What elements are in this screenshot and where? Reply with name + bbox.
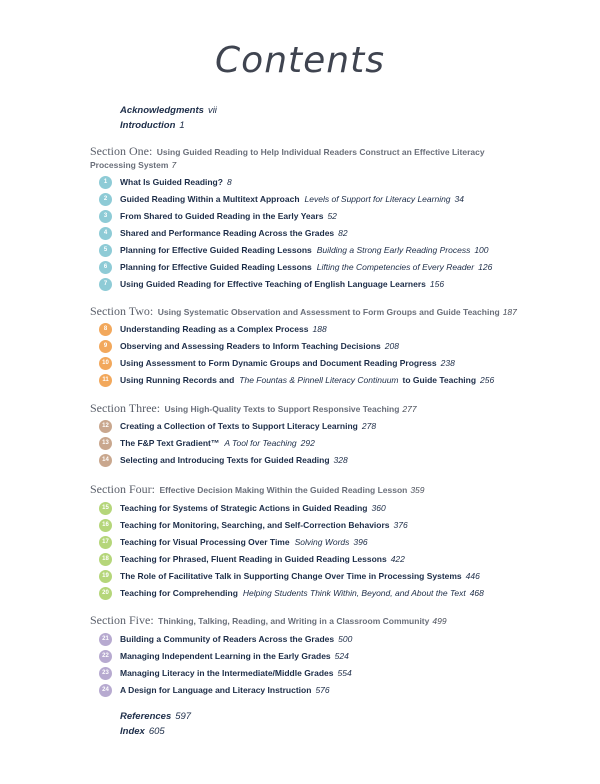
chapter-entry[interactable] <box>99 501 386 515</box>
chapter-page: 278 <box>361 421 377 431</box>
chapter-number-badge: 4 <box>99 227 112 240</box>
chapter-page: 238 <box>440 358 455 368</box>
section-heading[interactable] <box>90 145 530 171</box>
chapter-subtitle: Helping Students Think Within, Beyond, and About the Text <box>242 588 466 598</box>
chapter-subtitle: Solving Words <box>294 537 350 547</box>
chapter-entry[interactable] <box>99 226 348 240</box>
section-description: Using Guided Reading to Help Individual Readers Construct an Effective Literacy Processing System <box>90 147 485 170</box>
chapter-number-badge: 1 <box>99 176 112 189</box>
chapter-page: 126 <box>478 262 493 272</box>
chapter-entry[interactable] <box>99 552 405 566</box>
chapter-subtitle: The Fountas & Pinnell Literacy Continuum <box>239 375 399 385</box>
chapter-entry[interactable] <box>99 535 368 549</box>
chapter-title: Using Running Records and <box>120 375 235 385</box>
chapter-page: 422 <box>390 554 405 564</box>
chapter-title: Shared and Performance Reading Across the Grades <box>120 228 335 238</box>
section-description: Effective Decision Making Within the Guided Reading Lesson <box>159 485 408 495</box>
chapter-page: 524 <box>334 651 349 661</box>
page-title: Contents <box>215 40 385 81</box>
chapter-number-badge: 3 <box>99 210 112 223</box>
chapter-title: Observing and Assessing Readers to Inform Teaching Decisions <box>120 341 381 351</box>
chapter-subtitle: Lifting the Competencies of Every Reader <box>316 262 475 272</box>
chapter-number-badge: 2 <box>99 193 112 206</box>
chapter-title: Using Guided Reading for Effective Teaching of English Language Learners <box>120 279 426 289</box>
toc-entry-index[interactable] <box>120 726 165 737</box>
section-page: 499 <box>432 616 447 626</box>
chapter-title: Managing Literacy in the Intermediate/Middle Grades <box>120 668 334 678</box>
chapter-number-badge: 5 <box>99 244 112 257</box>
toc-entry-introduction[interactable] <box>120 120 185 131</box>
chapter-entry[interactable] <box>99 277 444 291</box>
chapter-title: What Is Guided Reading? <box>120 177 223 187</box>
section-label: Section Five: <box>90 613 154 627</box>
toc-entry-acknowledgments[interactable] <box>120 105 217 116</box>
entry-page: 1 <box>179 120 185 131</box>
chapter-number-badge: 11 <box>99 374 112 387</box>
chapter-page: 208 <box>384 341 399 351</box>
section-label: Section Two: <box>90 304 154 318</box>
chapter-page: 396 <box>353 537 368 547</box>
toc-entry-references[interactable] <box>120 711 191 722</box>
chapter-title: Understanding Reading as a Complex Process <box>120 324 309 334</box>
chapter-entry[interactable] <box>99 632 352 646</box>
chapter-entry[interactable] <box>99 569 480 583</box>
entry-label: Acknowledgments <box>120 105 204 116</box>
chapter-entry[interactable] <box>99 666 352 680</box>
chapter-title: Teaching for Visual Processing Over Time <box>120 537 290 547</box>
chapter-entry[interactable] <box>99 586 484 600</box>
chapter-subtitle: Building a Strong Early Reading Process <box>316 245 471 255</box>
chapter-page: 468 <box>469 588 484 598</box>
chapter-page: 82 <box>338 228 348 238</box>
entry-label: References <box>120 711 172 722</box>
chapter-page: 188 <box>312 324 327 334</box>
chapter-subtitle: Levels of Support for Literacy Learning <box>304 194 451 204</box>
section-description: Thinking, Talking, Reading, and Writing in a Classroom Community <box>158 616 430 626</box>
chapter-title: Managing Independent Learning in the Early Grades <box>120 651 331 661</box>
chapter-number-badge: 14 <box>99 454 112 467</box>
chapter-number-badge: 10 <box>99 357 112 370</box>
chapter-title: Teaching for Monitoring, Searching, and Self-Correction Behaviors <box>120 520 390 530</box>
section-label: Section One: <box>90 144 153 158</box>
chapter-entry[interactable] <box>99 649 349 663</box>
chapter-entry[interactable] <box>99 209 337 223</box>
chapter-entry[interactable] <box>99 373 494 387</box>
chapter-page: 292 <box>300 438 315 448</box>
section-page: 7 <box>171 160 177 170</box>
chapter-number-badge: 8 <box>99 323 112 336</box>
entry-page: 597 <box>175 711 192 722</box>
chapter-title: Teaching for Comprehending <box>120 588 238 598</box>
chapter-page: 446 <box>465 571 480 581</box>
chapter-entry[interactable] <box>99 322 327 336</box>
chapter-title: Guided Reading Within a Multitext Approach <box>120 194 300 204</box>
chapter-page: 576 <box>315 685 330 695</box>
chapter-number-badge: 7 <box>99 278 112 291</box>
chapter-number-badge: 16 <box>99 519 112 532</box>
entry-page: 605 <box>148 726 165 737</box>
chapter-number-badge: 15 <box>99 502 112 515</box>
chapter-number-badge: 23 <box>99 667 112 680</box>
chapter-entry[interactable] <box>99 243 489 257</box>
chapter-subtitle: A Tool for Teaching <box>224 438 297 448</box>
chapter-entry[interactable] <box>99 518 408 532</box>
chapter-title: The Role of Facilitative Talk in Supporting Change Over Time in Processing Systems <box>120 571 462 581</box>
chapter-entry[interactable] <box>99 683 330 697</box>
chapter-title: Teaching for Systems of Strategic Actions in Guided Reading <box>120 503 368 513</box>
chapter-entry[interactable] <box>99 436 315 450</box>
chapter-entry[interactable] <box>99 419 376 433</box>
chapter-entry[interactable] <box>99 453 348 467</box>
entry-label: Introduction <box>120 120 176 131</box>
section-page: 187 <box>502 307 517 317</box>
chapter-number-badge: 9 <box>99 340 112 353</box>
section-page: 277 <box>402 404 417 414</box>
section-page: 359 <box>410 485 425 495</box>
chapter-number-badge: 13 <box>99 437 112 450</box>
chapter-title: From Shared to Guided Reading in the Early Years <box>120 211 324 221</box>
chapter-title: Using Assessment to Form Dynamic Groups and Document Reading Progress <box>120 358 437 368</box>
chapter-entry[interactable] <box>99 175 232 189</box>
chapter-number-badge: 17 <box>99 536 112 549</box>
chapter-page: 256 <box>480 375 495 385</box>
chapter-title: Planning for Effective Guided Reading Lessons <box>120 262 312 272</box>
chapter-number-badge: 12 <box>99 420 112 433</box>
chapter-entry[interactable] <box>99 339 399 353</box>
chapter-page: 376 <box>393 520 408 530</box>
chapter-page: 328 <box>333 455 348 465</box>
section-heading[interactable] <box>90 614 530 627</box>
chapter-title: Creating a Collection of Texts to Support Literacy Learning <box>120 421 358 431</box>
chapter-title-continued: to Guide Teaching <box>402 375 477 385</box>
chapter-entry[interactable] <box>99 192 464 206</box>
chapter-page: 156 <box>429 279 445 289</box>
section-label: Section Three: <box>90 401 161 415</box>
chapter-page: 500 <box>338 634 353 644</box>
chapter-number-badge: 24 <box>99 684 112 697</box>
chapter-number-badge: 22 <box>99 650 112 663</box>
entry-label: Index <box>120 726 145 737</box>
chapter-entry[interactable] <box>99 356 455 370</box>
chapter-page: 52 <box>327 211 337 221</box>
chapter-entry[interactable] <box>99 260 492 274</box>
section-heading[interactable] <box>90 402 530 415</box>
chapter-page: 554 <box>337 668 352 678</box>
chapter-number-badge: 6 <box>99 261 112 274</box>
chapter-number-badge: 19 <box>99 570 112 583</box>
section-heading[interactable] <box>90 305 530 318</box>
chapter-number-badge: 20 <box>99 587 112 600</box>
chapter-page: 8 <box>226 177 232 187</box>
chapter-page: 360 <box>371 503 386 513</box>
section-heading[interactable] <box>90 483 530 496</box>
chapter-page: 34 <box>454 194 465 204</box>
chapter-title: Planning for Effective Guided Reading Lessons <box>120 245 312 255</box>
chapter-number-badge: 18 <box>99 553 112 566</box>
section-label: Section Four: <box>90 482 155 496</box>
chapter-title: Teaching for Phrased, Fluent Reading in Guided Reading Lessons <box>120 554 387 564</box>
entry-page: vii <box>207 105 217 116</box>
chapter-title: The F&P Text Gradient™ <box>120 438 220 448</box>
chapter-number-badge: 21 <box>99 633 112 646</box>
chapter-title: Selecting and Introducing Texts for Guided Reading <box>120 455 330 465</box>
section-description: Using Systematic Observation and Assessment to Form Groups and Guide Teaching <box>157 307 500 317</box>
chapter-page: 100 <box>474 245 489 255</box>
chapter-title: A Design for Language and Literacy Instruction <box>120 685 312 695</box>
section-description: Using High-Quality Texts to Support Responsive Teaching <box>164 404 400 414</box>
chapter-title: Building a Community of Readers Across the Grades <box>120 634 335 644</box>
